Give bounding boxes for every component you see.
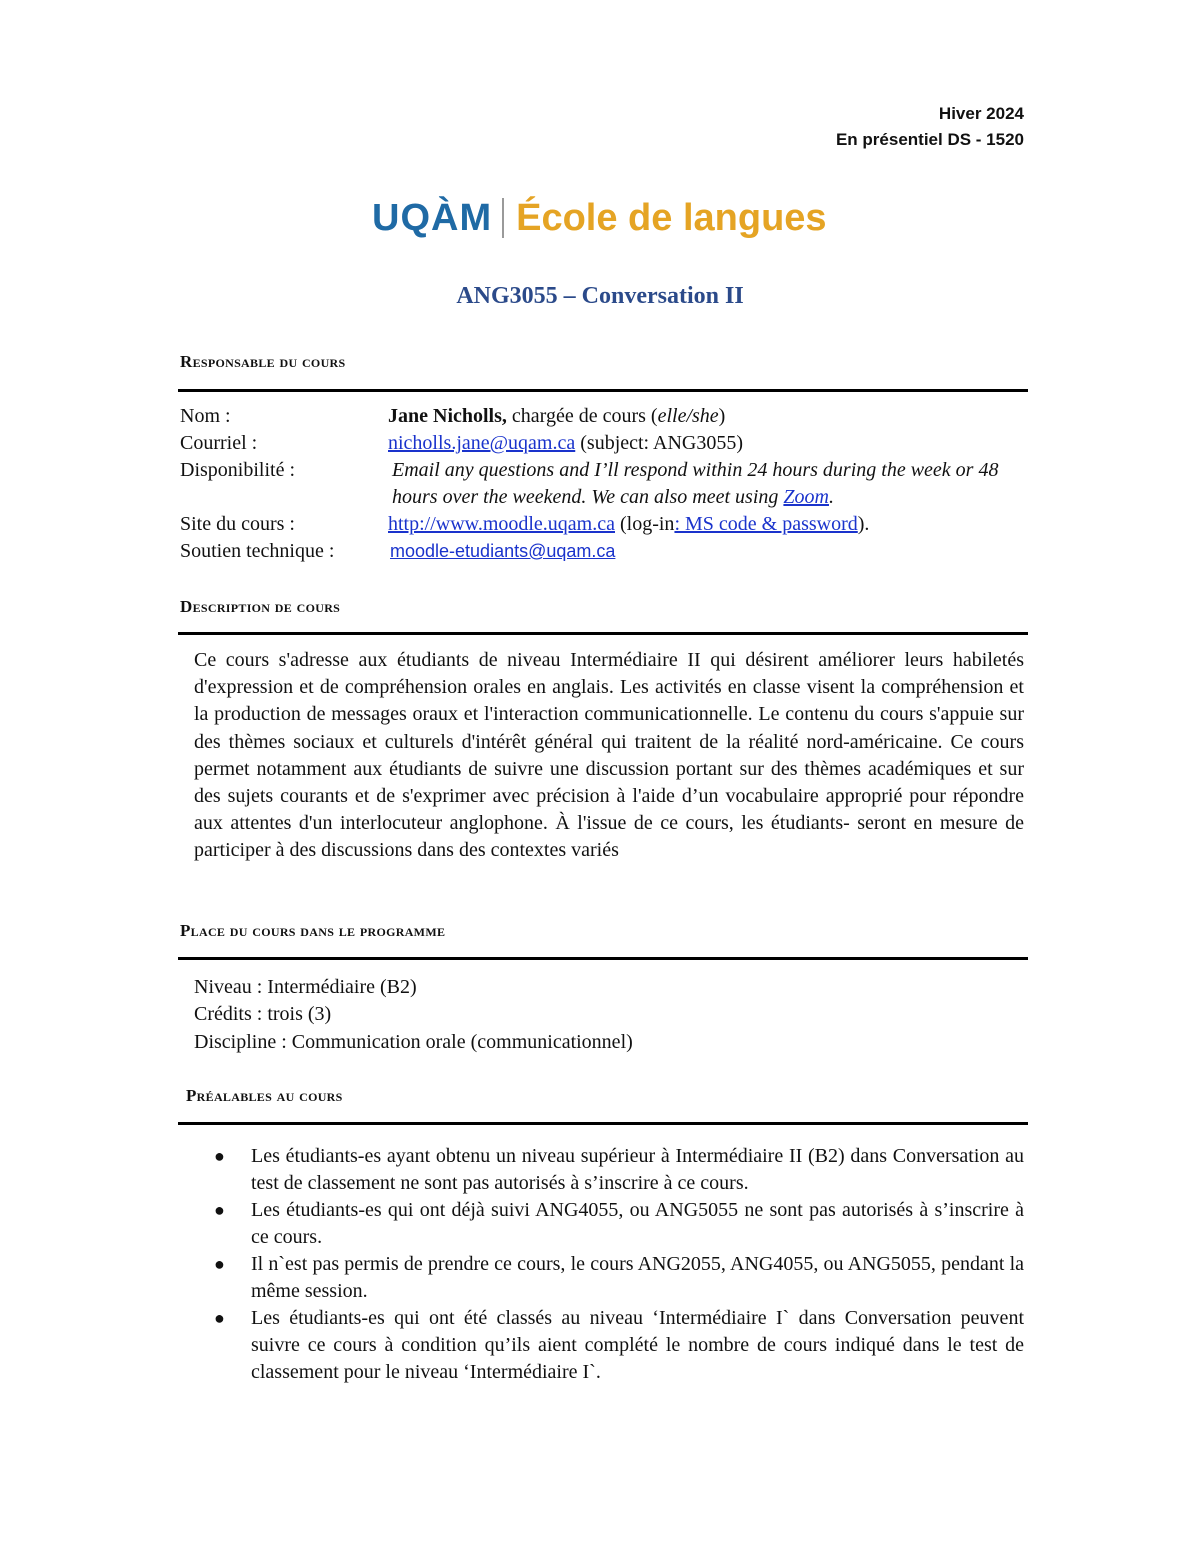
term-label: Hiver 2024	[938, 104, 1024, 123]
program-level: Niveau : Intermédiaire (B2)	[194, 976, 417, 998]
section-heading-responsable: Responsable du cours	[180, 352, 346, 371]
course-title: ANG3055 – Conversation II	[456, 283, 744, 309]
info-row-email	[180, 430, 1042, 457]
section-divider	[178, 957, 1028, 960]
section-heading-description: Description de cours	[180, 597, 341, 616]
prerequisites-list	[214, 1143, 1024, 1386]
section-divider	[178, 389, 1028, 392]
zoom-link[interactable]: Zoom	[783, 486, 829, 508]
email-link[interactable]: nicholls.jane@uqam.ca	[388, 432, 576, 454]
info-row-site: Site du cours : http://www.moodle.uqam.ca (log-in: MS code & password).	[180, 511, 1042, 538]
info-row-availability: Disponibilité : Email any questions and I’ll respond within 24 hours during the week or 48 hours over the weekend. We can also meet using Zoom.	[180, 457, 1042, 511]
bullet-icon: ●	[214, 1200, 225, 1220]
info-row-support	[180, 538, 1042, 565]
section-heading-place: Place du cours dans le programme	[180, 921, 446, 940]
course-description: Ce cours s'adresse aux étudiants de niveau Intermédiaire II qui désirent améliorer leurs habiletés d'expression et de compréhension orales en anglais. Les activités en classe visent la compréhension et la production de messages oraux et l'interaction communicationnelle. Le contenu du cours s'appuie sur des thèmes sociaux et culturels d'intérêt général qui traitent de la réalité nord-américaine. Ce cours permet notamment aux étudiants de suivre une discussion portant sur des thèmes académiques et sur des sujets courants et de s'exprimer avec précision à l'aide d’un vocabulaire approprié pour répondre aux attentes d'un interlocuteur anglophone. À l'issue de ce cours, les étudiants- seront en mesure de participer à des discussions dans des contextes variés	[194, 649, 1024, 862]
program-discipline: Discipline : Communication orale (communicationnel)	[194, 1030, 633, 1053]
instructor-pronouns: elle/she	[657, 405, 719, 427]
list-item: ● Il n`est pas permis de prendre ce cours, le cours ANG2055, ANG4055, ou ANG5055, pendant la même session.	[214, 1253, 1024, 1302]
email-label: Courriel :	[180, 432, 258, 454]
section-heading-prealables: Préalables au cours	[186, 1086, 343, 1105]
bullet-icon: ●	[214, 1254, 225, 1274]
support-email-link[interactable]: moodle-etudiants@uqam.ca	[390, 541, 616, 561]
logo-separator	[502, 198, 504, 238]
instructor-info	[180, 403, 1042, 565]
section-divider	[178, 632, 1028, 635]
list-item: ● Les étudiants-es ayant obtenu un niveau supérieur à Intermédiaire II (B2) dans Conversation au test de classement ne sont pas autorisés à s’inscrire à ce cours.	[214, 1145, 1024, 1194]
instructor-role: chargée de cours (	[506, 405, 658, 427]
logo-uqam-text: UQÀM	[372, 196, 493, 239]
program-info	[194, 974, 633, 1056]
uqam-logo	[372, 192, 827, 244]
instructor-name: Jane Nicholls,	[388, 405, 507, 427]
list-item: ● Les étudiants-es qui ont déjà suivi ANG4055, ou ANG5055 ne sont pas autorisés à s’inscrire à ce cours.	[214, 1199, 1024, 1248]
availability-text: Email any questions and I’ll respond within 24 hours during the week or 48 hours over the weekend. We can also meet using	[392, 459, 999, 508]
name-label: Nom :	[180, 405, 231, 427]
bullet-icon: ●	[214, 1308, 225, 1328]
logo-school-text: École de langues	[516, 196, 827, 239]
program-credits: Crédits : trois (3)	[194, 1003, 332, 1026]
section-divider	[178, 1122, 1028, 1125]
site-label: Site du cours :	[180, 513, 295, 535]
email-note: (subject: ANG3055)	[575, 432, 744, 454]
location-label: En présentiel DS - 1520	[835, 130, 1024, 149]
login-info-link[interactable]: : MS code & password	[674, 513, 858, 535]
availability-label: Disponibilité :	[180, 459, 295, 481]
list-item: ● Les étudiants-es qui ont été classés au niveau ‘Intermédiaire I` dans Conversation peuvent suivre ce cours à condition qu’ils aient complété le nombre de cours indiqué dans le test de classement pour le niveau ‘Intermédiaire I`.	[214, 1307, 1024, 1383]
header-meta	[836, 101, 1024, 153]
bullet-icon: ●	[214, 1146, 225, 1166]
support-label: Soutien technique :	[180, 540, 335, 562]
info-row-name: Nom : Jane Nicholls, chargée de cours (elle/she)	[180, 403, 1042, 430]
moodle-site-link[interactable]: http://www.moodle.uqam.ca	[388, 513, 615, 535]
